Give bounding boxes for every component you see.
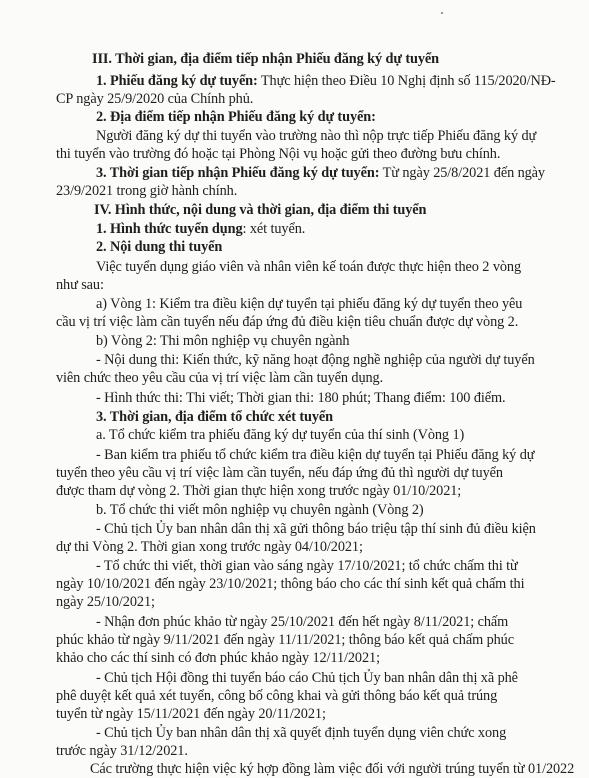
s4-item3-heading: 3. Thời gian, địa điểm tổ chức xét tuyển — [96, 409, 334, 425]
p13-line2: trước ngày 31/12/2021. — [56, 743, 188, 759]
p9-line1: - Chủ tịch Ủy ban nhân dân thị xã gửi thông báo triệu tập thí sinh đủ điều kiện — [96, 521, 536, 537]
p4-line1: - Nội dung thi: Kiến thức, kỹ năng hoạt động nghề nghiệp của người dự tuyển — [96, 352, 535, 368]
section4-heading: IV. Hình thức, nội dung và thời gian, địa điểm thi tuyển — [94, 202, 427, 218]
p7-line2: tuyển theo yêu cầu vị trí việc làm cần tuyển, nếu đáp ứng đủ thì người dự tuyển — [56, 465, 503, 481]
item2-line1: Người đăng ký dự thi tuyển vào trường nào thì nộp trực tiếp Phiếu đăng ký dự — [96, 128, 537, 144]
p1-line2: như sau: — [56, 277, 104, 293]
item3-label: 3. Thời gian tiếp nhận Phiếu đăng ký dự tuyển: — [96, 165, 380, 181]
item2-line2: thi tuyển vào trường đó hoặc tại Phòng Nội vụ hoặc gửi theo đường bưu chính. — [56, 146, 501, 162]
p10-line3: ngày 25/10/2021; — [56, 594, 155, 610]
item1-text: Thực hiện theo Điều 10 Nghị định số 115/2020/NĐ- — [257, 73, 556, 89]
section3-heading: III. Thời gian, địa điểm tiếp nhận Phiếu đăng ký dự tuyển — [92, 51, 440, 67]
p12-line3: tuyển từ ngày 15/11/2021 đến ngày 20/11/2021; — [56, 706, 326, 722]
p11-line1: - Nhận đơn phúc khảo từ ngày 25/10/2021 đến hết ngày 8/11/2021; chấm — [96, 614, 509, 630]
p7-line3: được tham dự vòng 2. Thời gian thực hiện xong trước ngày 01/10/2021; — [56, 483, 462, 499]
p14-partial-line: Các trường thực hiện việc ký hợp đồng làm việc đối với người trúng tuyển từ 01/2022 — [90, 761, 575, 777]
p5-line: - Hình thức thi: Thi viết; Thời gian thi: 180 phút; Thang điểm: 100 điểm. — [96, 390, 506, 406]
p7-line1: - Ban kiểm tra phiếu tổ chức kiểm tra điều kiện dự tuyển tại Phiếu đăng ký dự — [96, 447, 535, 463]
p2-line1: a) Vòng 1: Kiểm tra điều kiện dự tuyển tại phiếu đăng ký dự tuyển theo yêu — [96, 296, 523, 312]
item2-heading: 2. Địa điểm tiếp nhận Phiếu đăng ký dự tuyển: — [96, 109, 376, 125]
p1-line1: Việc tuyển dụng giáo viên và nhân viên kế toán được thực hiện theo 2 vòng — [96, 259, 522, 275]
p13-line1: - Chủ tịch Ủy ban nhân dân thị xã quyết định tuyển dụng viên chức xong — [96, 725, 507, 741]
item1-line2: CP ngày 25/9/2020 của Chính phủ. — [56, 91, 254, 107]
s4-item1-label: 1. Hình thức tuyển dụng — [96, 221, 243, 237]
p9-line2: dự thi Vòng 2. Thời gian xong trước ngày 04/10/2021; — [56, 539, 363, 555]
p6-line: a. Tổ chức kiểm tra phiếu đăng ký dự tuyển của thí sinh (Vòng 1) — [96, 427, 465, 443]
item1-label: 1. Phiếu đăng ký dự tuyển: — [96, 73, 258, 89]
p8-line: b. Tổ chức thi viết môn nghiệp vụ chuyên ngành (Vòng 2) — [96, 502, 424, 518]
item3-text: Từ ngày 25/8/2021 đến ngày — [379, 165, 545, 181]
s4-item2-heading: 2. Nội dung thi tuyển — [96, 239, 223, 255]
p4-line2: viên chức theo yêu cầu của vị trí việc làm cần tuyển dụng. — [56, 370, 384, 386]
s4-item1-line — [96, 221, 305, 238]
s4-item1-text: : xét tuyển. — [242, 221, 306, 237]
p12-line1: - Chủ tịch Hội đồng thi tuyển báo cáo Chủ tịch Ủy ban nhân dân thị xã phê — [96, 670, 518, 686]
p10-line2: ngày 10/10/2021 đến ngày 23/10/2021; thông báo cho các thí sinh kết quả chấm thi — [56, 576, 525, 592]
p12-line2: phê duyệt kết quả xét tuyển, công bố công khai và gửi thông báo kết quả trúng — [56, 688, 498, 704]
item1-line1 — [96, 73, 556, 90]
p10-line1: - Tổ chức thi viết, thời gian vào sáng ngày 17/10/2021; tổ chức chấm thi từ — [96, 558, 518, 574]
p2-line2: cầu vị trí việc làm cần tuyển nếu đáp ứng đủ điều kiện tiêu chuẩn được dự vòng 2. — [56, 314, 519, 330]
item3-line1 — [96, 165, 545, 182]
p11-line2: phúc khảo từ ngày 9/11/2021 đến ngày 11/11/2021; thông báo kết quả chấm phúc — [56, 632, 514, 648]
scan-speck — [441, 12, 443, 14]
p11-line3: khảo cho các thí sinh có đơn phúc khảo ngày 12/11/2021; — [56, 650, 380, 666]
p3-line: b) Vòng 2: Thi môn nghiệp vụ chuyên ngành — [96, 333, 350, 349]
item3-line2: 23/9/2021 trong giờ hành chính. — [56, 183, 238, 199]
